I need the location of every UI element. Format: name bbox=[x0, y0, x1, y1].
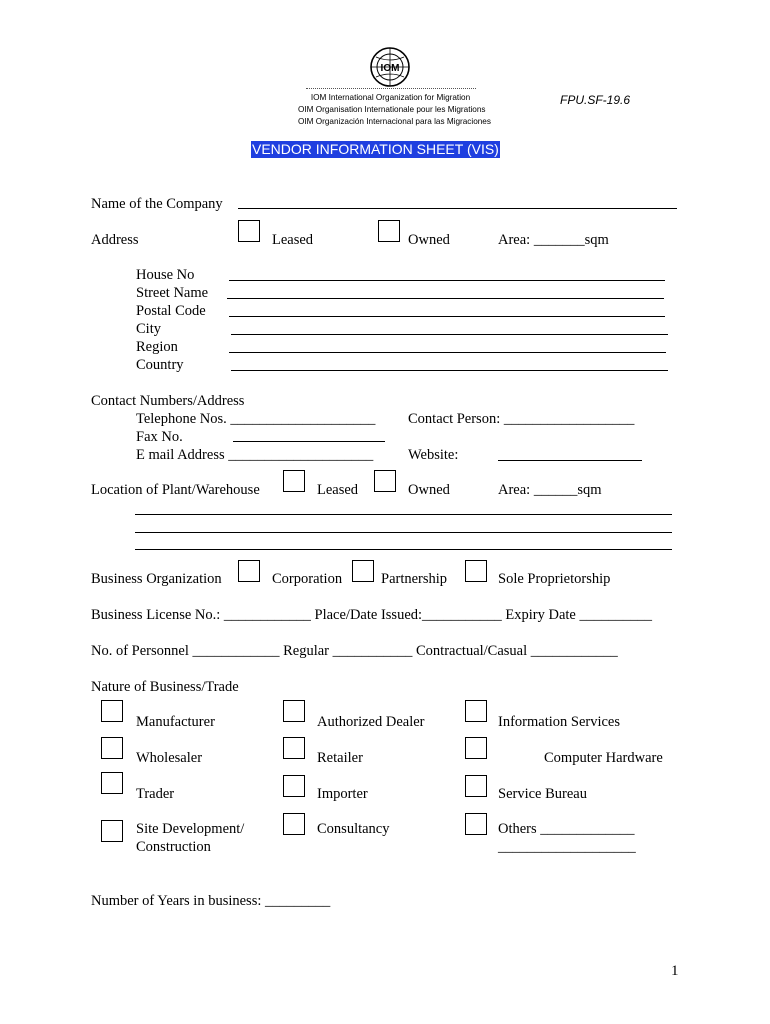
plant-address-line-3[interactable] bbox=[135, 549, 672, 550]
wholesaler-label: Wholesaler bbox=[136, 750, 203, 766]
plant-address-line-1[interactable] bbox=[135, 514, 672, 515]
personnel-row[interactable]: No. of Personnel ____________ Regular ___________ Contractual/Casual ____________ bbox=[91, 643, 618, 659]
org-name-es: OIM Organización Internacional para las Migraciones bbox=[298, 117, 491, 126]
trader-label: Trader bbox=[136, 786, 175, 802]
trader-checkbox[interactable] bbox=[101, 772, 123, 794]
address-label: Address bbox=[91, 232, 139, 248]
nature-of-business-heading: Nature of Business/Trade bbox=[91, 679, 239, 695]
business-license-row[interactable]: Business License No.: ____________ Place/Date Issued:___________ Expiry Date __________ bbox=[91, 607, 652, 623]
business-organization-label: Business Organization bbox=[91, 571, 222, 587]
wholesaler-checkbox[interactable] bbox=[101, 737, 123, 759]
country-label: Country bbox=[136, 357, 184, 373]
plant-leased-checkbox[interactable] bbox=[283, 470, 305, 492]
iom-logo bbox=[367, 44, 413, 90]
org-name-en: IOM International Organization for Migration bbox=[310, 93, 471, 102]
sole-proprietorship-checkbox[interactable] bbox=[465, 560, 487, 582]
address-owned-label: Owned bbox=[408, 232, 450, 248]
address-leased-checkbox[interactable] bbox=[238, 220, 260, 242]
site-development-checkbox[interactable] bbox=[101, 820, 123, 842]
form-code: FPU.SF-19.6 bbox=[560, 93, 631, 107]
sole-proprietorship-label: Sole Proprietorship bbox=[498, 571, 611, 587]
years-in-business-field[interactable]: Number of Years in business: _________ bbox=[91, 893, 331, 909]
construction-label: Construction bbox=[136, 839, 211, 855]
website-field[interactable] bbox=[498, 460, 642, 461]
page-title: VENDOR INFORMATION SHEET (VIS) bbox=[252, 141, 499, 157]
website-label: Website: bbox=[408, 447, 459, 463]
house-no-label: House No bbox=[136, 267, 195, 283]
corporation-checkbox[interactable] bbox=[238, 560, 260, 582]
contact-person-field[interactable]: Contact Person: __________________ bbox=[408, 411, 635, 427]
company-name-field[interactable] bbox=[238, 208, 677, 209]
consultancy-checkbox[interactable] bbox=[283, 813, 305, 835]
plant-owned-label: Owned bbox=[408, 482, 450, 498]
others-checkbox[interactable] bbox=[465, 813, 487, 835]
information-services-checkbox[interactable] bbox=[465, 700, 487, 722]
others-field[interactable]: Others _____________ bbox=[498, 821, 635, 837]
house-no-field[interactable] bbox=[229, 280, 665, 281]
manufacturer-label: Manufacturer bbox=[136, 714, 215, 730]
authorized-dealer-label: Authorized Dealer bbox=[317, 714, 425, 730]
street-name-field[interactable] bbox=[227, 298, 664, 299]
information-services-label: Information Services bbox=[498, 714, 621, 730]
manufacturer-checkbox[interactable] bbox=[101, 700, 123, 722]
postal-code-field[interactable] bbox=[229, 316, 665, 317]
consultancy-label: Consultancy bbox=[317, 821, 390, 837]
address-area-field[interactable]: Area: _______sqm bbox=[498, 232, 609, 248]
telephone-field[interactable]: Telephone Nos. ____________________ bbox=[136, 411, 376, 427]
service-bureau-checkbox[interactable] bbox=[465, 775, 487, 797]
computer-hardware-label: Computer Hardware bbox=[544, 750, 663, 766]
others-field-continuation[interactable]: ___________________ bbox=[498, 839, 636, 855]
retailer-label: Retailer bbox=[317, 750, 363, 766]
region-field[interactable] bbox=[229, 352, 666, 353]
site-development-label: Site Development/ bbox=[136, 821, 245, 837]
importer-label: Importer bbox=[317, 786, 368, 802]
retailer-checkbox[interactable] bbox=[283, 737, 305, 759]
page-number: 1 bbox=[671, 963, 679, 979]
street-name-label: Street Name bbox=[136, 285, 209, 301]
city-label: City bbox=[136, 321, 161, 337]
service-bureau-label: Service Bureau bbox=[498, 786, 587, 802]
importer-checkbox[interactable] bbox=[283, 775, 305, 797]
plant-area-field[interactable]: Area: ______sqm bbox=[498, 482, 602, 498]
plant-location-label: Location of Plant/Warehouse bbox=[91, 482, 260, 498]
email-field[interactable]: E mail Address ____________________ bbox=[136, 447, 374, 463]
plant-leased-label: Leased bbox=[317, 482, 359, 498]
fax-label: Fax No. bbox=[136, 429, 183, 445]
fax-field[interactable] bbox=[233, 441, 385, 442]
company-name-label: Name of the Company bbox=[91, 196, 223, 212]
city-field[interactable] bbox=[231, 334, 668, 335]
plant-address-line-2[interactable] bbox=[135, 532, 672, 533]
authorized-dealer-checkbox[interactable] bbox=[283, 700, 305, 722]
region-label: Region bbox=[136, 339, 178, 355]
logo-divider bbox=[306, 88, 476, 89]
org-name-fr: OIM Organisation Internationale pour les Migrations bbox=[298, 105, 486, 114]
partnership-checkbox[interactable] bbox=[352, 560, 374, 582]
country-field[interactable] bbox=[231, 370, 668, 371]
computer-hardware-checkbox[interactable] bbox=[465, 737, 487, 759]
contact-heading: Contact Numbers/Address bbox=[91, 393, 245, 409]
partnership-label: Partnership bbox=[381, 571, 448, 587]
address-owned-checkbox[interactable] bbox=[378, 220, 400, 242]
address-leased-label: Leased bbox=[272, 232, 314, 248]
postal-code-label: Postal Code bbox=[136, 303, 206, 319]
corporation-label: Corporation bbox=[272, 571, 343, 587]
plant-owned-checkbox[interactable] bbox=[374, 470, 396, 492]
svg-text:IOM: IOM bbox=[380, 63, 400, 74]
